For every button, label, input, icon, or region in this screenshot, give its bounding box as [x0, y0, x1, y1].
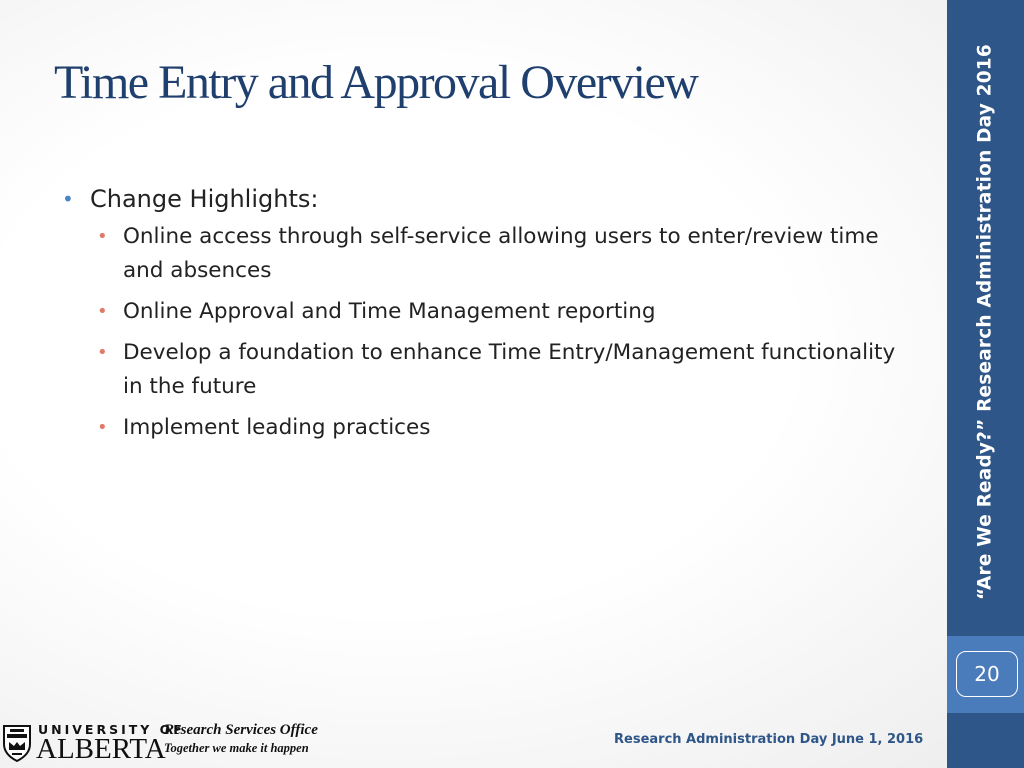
sub-bullet — [95, 411, 902, 445]
bullet-level1 — [62, 182, 902, 216]
sub-bullet-text: Develop a foundation to enhance Time Entry/Management functionality in the future — [123, 340, 896, 399]
sub-bullet-text: Online Approval and Time Management reporting — [123, 299, 656, 324]
page-number: 20 — [974, 662, 1000, 686]
sub-bullet-list — [95, 220, 902, 445]
sidebar-title-area — [947, 0, 1024, 636]
office-block — [164, 721, 318, 757]
logo-text-alberta: ALBERTA — [36, 733, 166, 765]
logo-text-university: UNIVERSITY OF — [38, 722, 185, 737]
sub-bullet — [95, 295, 902, 329]
crest-icon — [2, 724, 32, 762]
slide-title: Time Entry and Approval Overview — [54, 56, 698, 109]
slide-content — [62, 182, 902, 452]
office-name: Research Services Office — [164, 722, 318, 738]
sub-bullet-dot-icon: • — [97, 301, 108, 322]
footer-event-date: Research Administration Day June 1, 2016 — [614, 732, 924, 747]
sub-bullet — [95, 336, 902, 404]
sub-bullet-dot-icon: • — [97, 342, 108, 363]
sidebar-event-title: “Are We Ready?” Research Administration Day 2016 — [974, 44, 996, 600]
bullet-dot-icon: • — [62, 187, 74, 211]
sub-bullet-text: Implement leading practices — [123, 415, 431, 440]
university-logo — [2, 722, 185, 765]
sub-bullet-dot-icon: • — [97, 417, 108, 438]
bullet-text: Change Highlights: — [90, 185, 319, 213]
sub-bullet — [95, 220, 902, 288]
sub-bullet-text: Online access through self-service allowing users to enter/review time and absences — [123, 224, 879, 283]
sub-bullet-dot-icon: • — [97, 226, 108, 247]
office-tagline: Together we make it happen — [164, 741, 309, 755]
